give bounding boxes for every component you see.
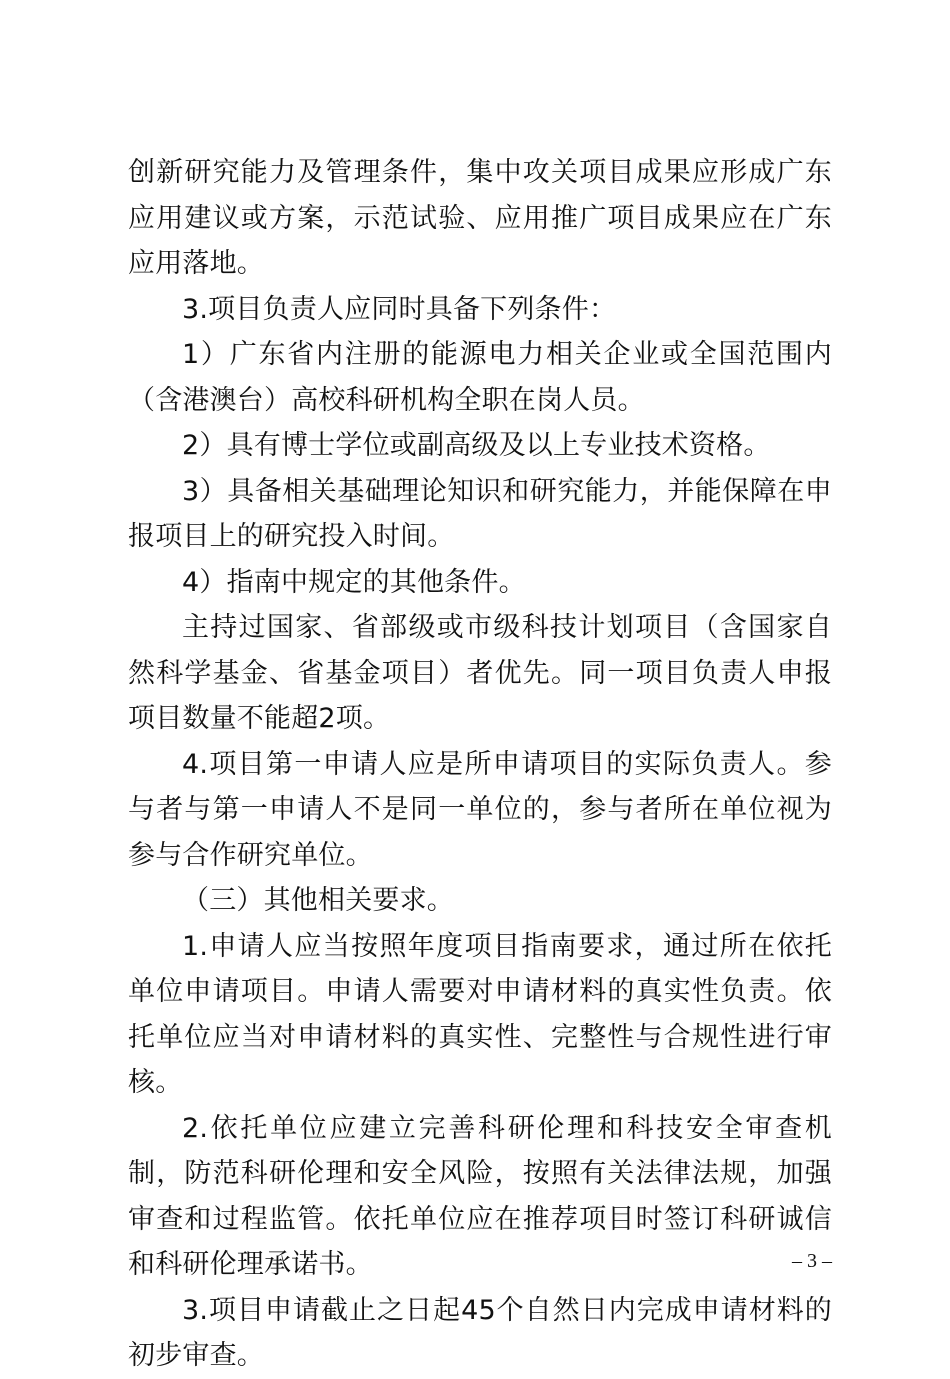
paragraph: 创新研究能力及管理条件，集中攻关项目成果应形成广东应用建议或方案，示范试验、应用推广项目成果应在广东应用落地。 (128, 157, 832, 279)
paragraph: 1.申请人应当按照年度项目指南要求，通过所在依托单位申请项目。申请人需要对申请材料的真实性负责。依托单位应当对申请材料的真实性、完整性与合规性进行审核。 (128, 930, 832, 1098)
paragraph: 4.项目第一申请人应是所申请项目的实际负责人。参与者与第一申请人不是同一单位的，参与者所在单位视为参与合作研究单位。 (128, 748, 832, 871)
paragraph: 4）指南中规定的其他条件。 (182, 566, 526, 598)
paragraph: 3）具备相关基础理论知识和研究能力，并能保障在申报项目上的研究投入时间。 (128, 475, 832, 552)
paragraph: 主持过国家、省部级或市级科技计划项目（含国家自然科学基金、省基金项目）者优先。同一项目负责人申报项目数量不能超2项。 (128, 612, 832, 734)
paragraph: （三）其他相关要求。 (182, 885, 454, 916)
paragraph: 2）具有博士学位或副高级及以上专业技术资格。 (182, 430, 771, 461)
paragraph: 3.项目申请截止之日起45个自然日内完成申请材料的初步审查。 (128, 1294, 832, 1371)
document-body (128, 150, 832, 1379)
paragraph: 2.依托单位应建立完善科研伦理和科技安全审查机制，防范科研伦理和安全风险，按照有关法律法规，加强审查和过程监管。依托单位应在推荐项目时签订科研诚信和科研伦理承诺书。 (128, 1112, 832, 1280)
page-number: – 3 – (792, 1250, 832, 1272)
paragraph: 1）广东省内注册的能源电力相关企业或全国范围内（含港澳台）高校科研机构全职在岗人员。 (128, 339, 832, 416)
paragraph: 3.项目负责人应同时具备下列条件： (182, 293, 617, 325)
